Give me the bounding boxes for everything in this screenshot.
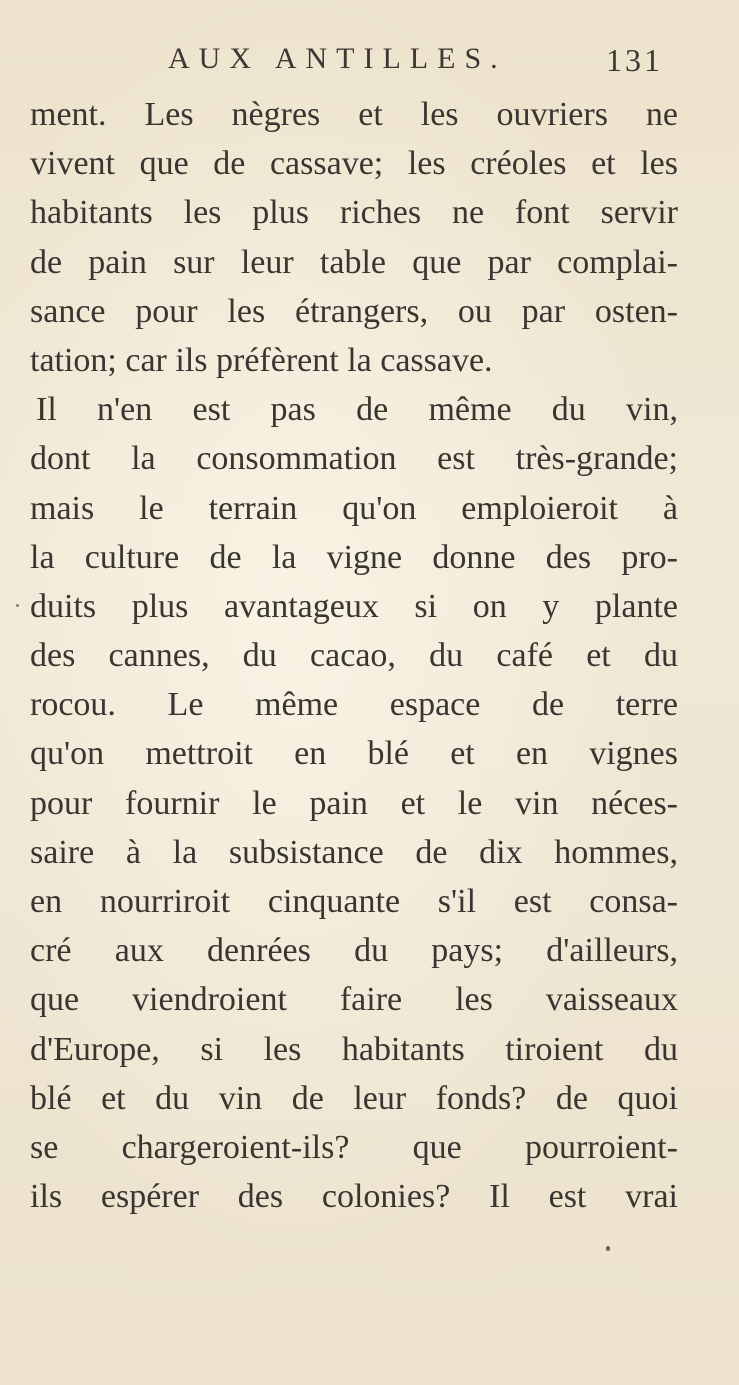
text-line: duits plus avantageux si on y plante bbox=[30, 587, 678, 625]
text-line: de pain sur leur table que par complai- bbox=[30, 243, 678, 281]
text-line: vivent que de cassave; les créoles et les bbox=[30, 145, 678, 183]
text-line: saire à la subsistance de dix hommes, bbox=[30, 833, 678, 871]
text-line: mais le terrain qu'on emploieroit à bbox=[30, 489, 678, 527]
text-line: que viendroient faire les vaisseaux bbox=[30, 981, 678, 1019]
text-line: tation; car ils préfèrent la cassave. bbox=[30, 341, 493, 379]
text-line: des cannes, du cacao, du café et du bbox=[30, 637, 678, 675]
ink-speck bbox=[606, 1246, 610, 1251]
text-line: d'Europe, si les habitants tiroient du bbox=[30, 1030, 678, 1068]
text-line: habitants les plus riches ne font servir bbox=[30, 194, 678, 232]
text-line: la culture de la vigne donne des pro- bbox=[30, 538, 678, 576]
text-line: cré aux denrées du pays; d'ailleurs, bbox=[30, 932, 678, 970]
running-title: AUX ANTILLES. bbox=[168, 42, 507, 75]
ink-speck bbox=[16, 604, 19, 607]
text-line: blé et du vin de leur fonds? de quoi bbox=[30, 1079, 678, 1117]
text-line: en nourriroit cinquante s'il est consa- bbox=[30, 883, 678, 920]
text-line: pour fournir le pain et le vin néces- bbox=[30, 784, 678, 822]
page-header bbox=[0, 42, 739, 92]
text-line: qu'on mettroit en blé et en vignes bbox=[30, 735, 678, 773]
text-line: dont la consommation est très-grande; bbox=[30, 440, 678, 478]
text-line: se chargeroient-ils? que pourroient- bbox=[30, 1128, 678, 1166]
text-line: ment. Les nègres et les ouvriers ne bbox=[30, 96, 678, 133]
text-line: rocou. Le même espace de terre bbox=[30, 686, 678, 724]
body-text bbox=[30, 90, 678, 1221]
text-line: Il n'en est pas de même du vin, bbox=[36, 391, 678, 429]
text-line: sance pour les étrangers, ou par osten- bbox=[30, 292, 678, 330]
text-line: ils espérer des colonies? Il est vrai bbox=[30, 1178, 678, 1216]
page-number: 131 bbox=[606, 42, 663, 78]
